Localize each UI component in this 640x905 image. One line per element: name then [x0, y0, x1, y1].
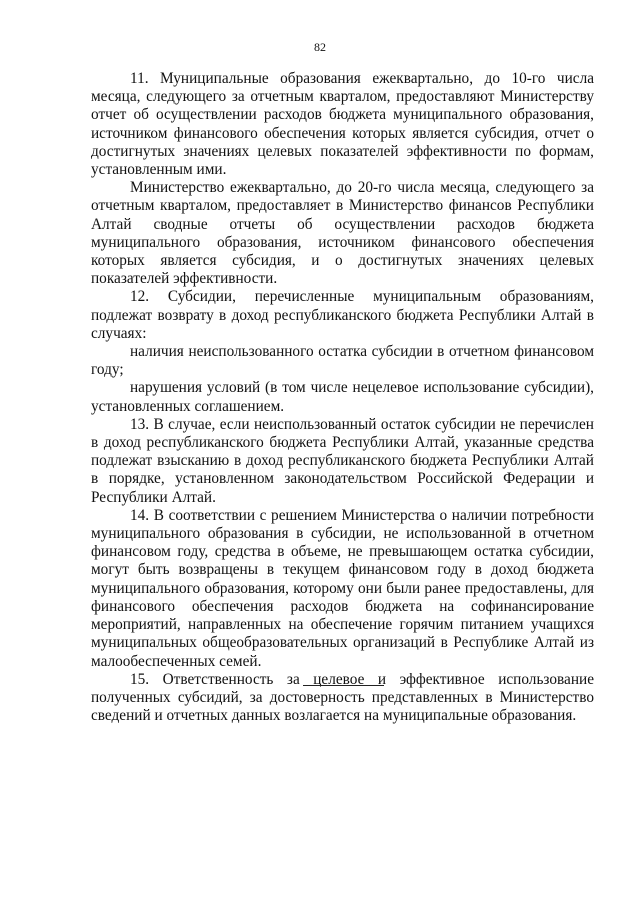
paragraph-14: 14. В соответствии с решением Министерства о наличии потребности муниципального образования в субсидии, не использованной в отчетном финансовом году, средства в объеме, не превышающем остатка субсидии, могут быть возвращены в текущем финансовом году в доход бюджета муниципального образования, которому они были ранее предоставлены, для финансового обеспечения расходов бюджета на софинансирование мероприятий, направленных на обеспечение горячим питанием учащихся муниципальных общеобразовательных организаций в Республике Алтай из малообеспеченных семей. — [91, 506, 594, 670]
paragraph-13: 13. В случае, если неиспользованный остаток субсидии не перечислен в доход республиканского бюджета Республики Алтай, указанные средства подлежат взысканию в доход республиканского бюджета Республики Алтай в порядке, установленном законодательством Российской Федерации и Республики Алтай. — [91, 415, 594, 506]
paragraph-ministry-reports: Министерство ежеквартально, до 20-го числа месяца, следующего за отчетным кварталом, предоставляет в Министерство финансов Республики Алтай сводные отчеты об осуществлении расходов бюджета муниципального образования, источником финансового обеспечения которых является субсидия, и о достигнутых значениях целевых показателей эффективности. — [91, 179, 594, 288]
paragraph-11: 11. Муниципальные образования ежеквартально, до 10-го числа месяца, следующего за отчетным кварталом, предоставляют Министерству отчет об осуществлении расходов бюджета муниципального образования, источником финансового обеспечения которых является субсидия, отчет о достигнутых значениях целевых показателей эффективности по формам, установленным ими. — [91, 70, 594, 179]
list-item-unused-balance: наличия неиспользованного остатка субсидии в отчетном финансовом году; — [91, 343, 594, 379]
document-body — [91, 70, 594, 725]
page-number: 82 — [314, 40, 326, 54]
paragraph-15: 15. Ответственность за целевое и эффективное использование полученных субсидий, за достоверность представленных в Министерство сведений и отчетных данных возлагается на муниципальные образования. — [91, 670, 594, 725]
paragraph-12: 12. Субсидии, перечисленные муниципальным образованиям, подлежат возврату в доход республиканского бюджета Республики Алтай в случаях: — [91, 288, 594, 342]
list-item-condition-violation: нарушения условий (в том числе нецелевое использование субсидии), установленных соглашением. — [91, 379, 594, 415]
closing-divider — [303, 685, 384, 686]
